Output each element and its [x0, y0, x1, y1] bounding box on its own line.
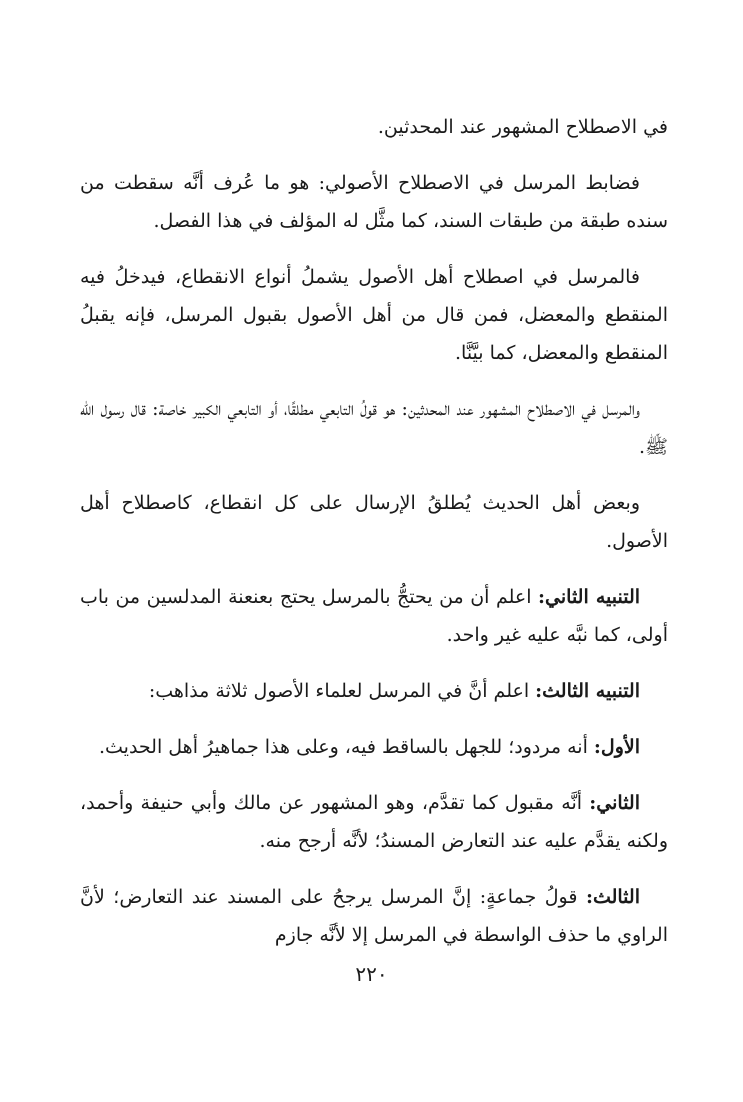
paragraph-7: [80, 672, 668, 710]
paragraph-7-text: اعلم أنَّ في المرسل لعلماء الأصول ثلاثة مذاهب:: [148, 680, 536, 702]
paragraph-10: [80, 878, 668, 954]
paragraph-8: [80, 728, 668, 766]
paragraph-5: [80, 484, 668, 560]
paragraph-2-text: فضابط المرسل في الاصطلاح الأصولي: هو ما عُرف أنَّه سقطت من سنده طبقة من طبقات السند، كما مثَّل له المؤلف في هذا الفصل.: [80, 172, 668, 232]
paragraph-1-text: في الاصطلاح المشهور عند المحدثين.: [377, 116, 668, 138]
paragraph-9-lead: الثاني:: [589, 792, 640, 814]
paragraph-6-lead: التنبيه الثاني:: [538, 586, 641, 608]
paragraph-7-lead: التنبيه الثالث:: [535, 680, 640, 702]
paragraph-8-text: أنه مردود؛ للجهل بالساقط فيه، وعلى هذا جماهيرُ أهل الحديث.: [98, 736, 594, 758]
paragraph-6-text: اعلم أن من يحتجُّ بالمرسل يحتج بعنعنة المدلسين من باب أولى، كما نبَّه عليه غير واحد.: [80, 586, 668, 646]
paragraph-4-text: والمرسل في الاصطلاح المشهور عند المحدثين: هو قولُ التابعي مطلقًا، أو التابعي الكبير خاصة: قال رسول الله ﷺ.: [80, 398, 668, 458]
paragraph-4: [80, 390, 668, 466]
paragraph-9: [80, 784, 668, 860]
page-number: ٢٢٠: [355, 962, 388, 986]
paragraph-10-text: قولُ جماعةٍ: إنَّ المرسل يرجحُ على المسند عند التعارض؛ لأنَّ الراوي ما حذف الواسطة في المرسل إلا لأنَّه جازم: [80, 886, 668, 946]
paragraph-10-lead: الثالث:: [585, 886, 640, 908]
paragraph-3: [80, 258, 668, 372]
paragraph-8-lead: الأول:: [593, 736, 640, 758]
paragraph-9-text: أنَّه مقبول كما تقدَّم، وهو المشهور عن مالك وأبي حنيفة وأحمد، ولكنه يقدَّم عليه عند التعارض المسندُ؛ لأنَّه أرجح منه.: [80, 792, 668, 852]
paragraph-1: [80, 108, 668, 146]
paragraph-3-text: فالمرسل في اصطلاح أهل الأصول يشملُ أنواع الانقطاع، فيدخلُ فيه المنقطع والمعضل، فمن قال من أهل الأصول بقبول المرسل، فإنه يقبلُ المنقطع والمعضل، كما بيَّنَّا.: [80, 266, 668, 364]
paragraph-5-text: وبعض أهل الحديث يُطلقُ الإرسال على كل انقطاع، كاصطلاح أهل الأصول.: [80, 492, 668, 552]
page-body: [80, 108, 668, 972]
paragraph-2: [80, 164, 668, 240]
paragraph-6: [80, 578, 668, 654]
